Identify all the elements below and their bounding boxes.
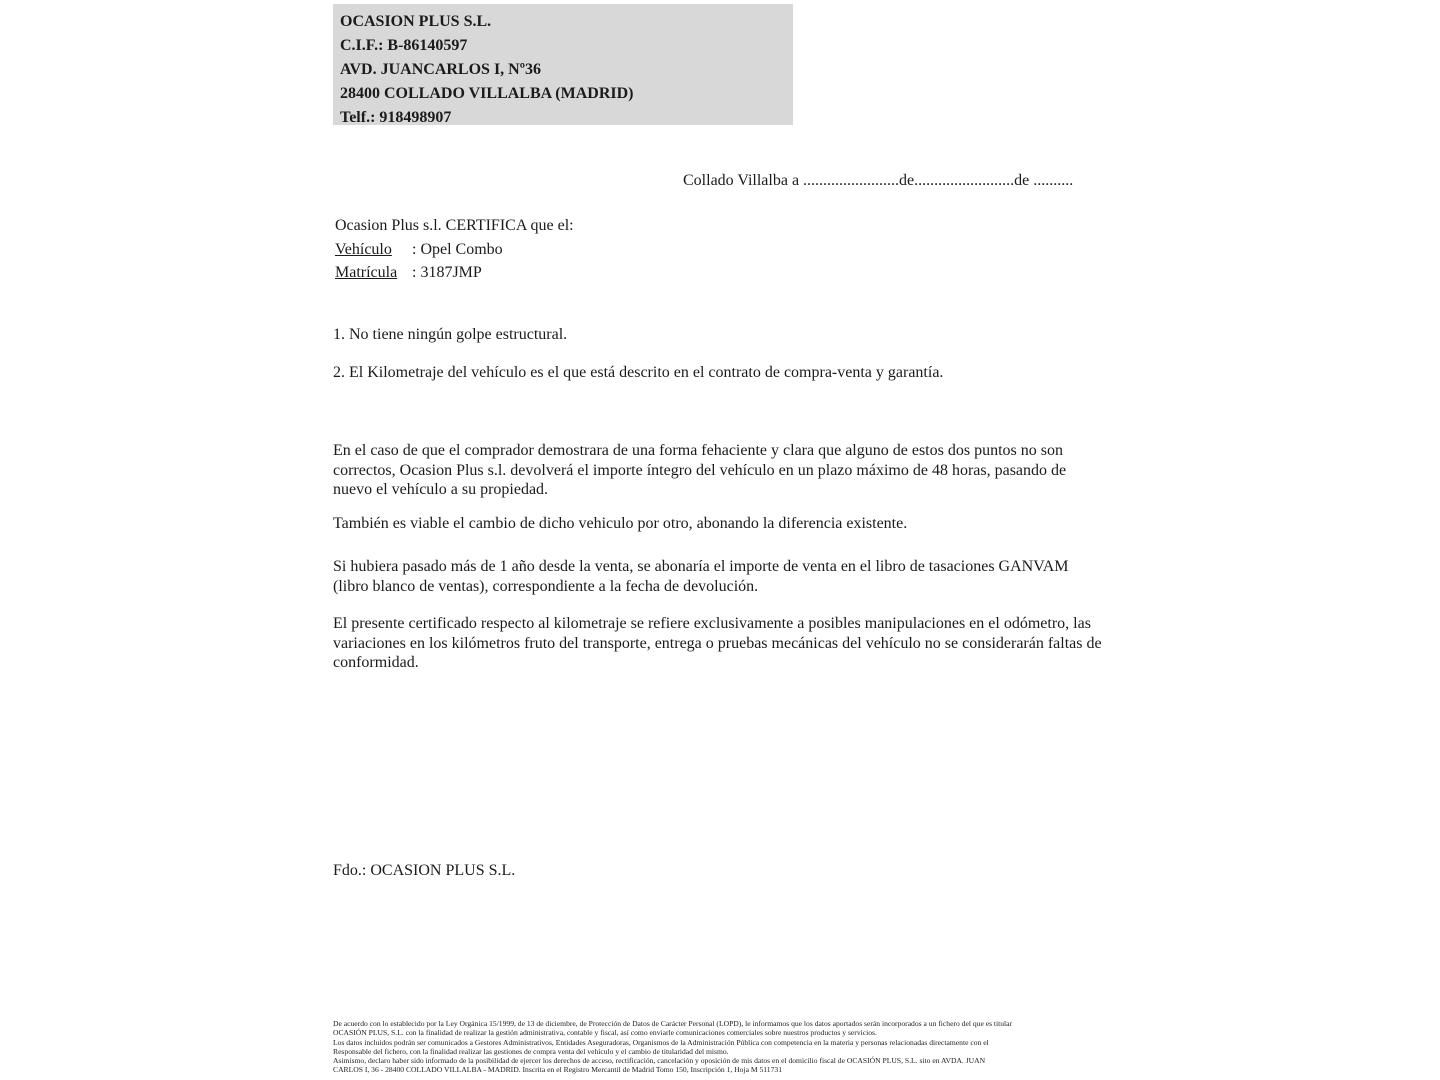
company-city: 28400 COLLADO VILLALBA (MADRID) bbox=[340, 85, 634, 102]
plate-value: : 3187JMP bbox=[412, 264, 482, 281]
company-phone: Telf.: 918498907 bbox=[340, 109, 452, 126]
legal-footer bbox=[333, 1019, 1123, 1075]
vehicle-value: : Opel Combo bbox=[412, 241, 503, 258]
paragraph-ganvam-valuation: Si hubiera pasado más de 1 año desde la venta, se abonaría el importe de venta en el libro de tasaciones GANVAM (libro blanco de ventas), correspondiente a la fecha de devolución. bbox=[333, 558, 1069, 595]
date-line: Collado Villalba a ........................de.........................de .......... bbox=[683, 172, 1074, 189]
legal-line: Responsable del fichero, con la finalidad realizar las gestiones de compra venta del vehículo y el cambio de titularidad del mismo. bbox=[333, 1046, 729, 1056]
legal-line: De acuerdo con lo establecido por la Ley Orgánica 15/1999, de 13 de diciembre, de Protección de Datos de Carácter Personal (LOPD), le informamos que los datos aportados serán incorporados a un fichero del que es titular bbox=[333, 1019, 1013, 1028]
legal-line: CARLOS I, 36 - 28400 COLLADO VILLALBA - MADRID. Inscrita en el Registro Mercantil de Madrid Tomo 150, Inscripción 1, Hoja M 511731 bbox=[333, 1065, 782, 1075]
legal-line: Los datos incluidos podrán ser comunicados a Gestores Administrativos, Entidades Aseguradoras, Organismos de la Administración Pública con competencia en la materia y personas relacionadas directamente con el bbox=[333, 1037, 989, 1047]
company-address: AVD. JUANCARLOS I, Nº36 bbox=[340, 61, 542, 78]
certificate-point-1: 1. No tiene ningún golpe estructural. bbox=[333, 326, 568, 343]
paragraph-odometer-disclaimer: El presente certificado respecto al kilometraje se refiere exclusivamente a posibles manipulaciones en el odómetro, las variaciones en los kilómetros fruto del transporte, entrega o pruebas mecánicas del vehículo no se considerarán faltas de conformidad. bbox=[333, 615, 1102, 671]
signature-line: Fdo.: OCASION PLUS S.L. bbox=[333, 862, 516, 879]
legal-line: OCASIÓN PLUS, S.L. con la finalidad de realizar la gestión administrativa, contable y fiscal, así como enviarle comunicaciones comerciales sobre nuestros productos y servicios. bbox=[333, 1028, 877, 1038]
vehicle-label: Vehículo bbox=[335, 241, 392, 258]
plate-row bbox=[335, 264, 482, 282]
vehicle-row bbox=[335, 241, 503, 259]
company-header-block bbox=[333, 4, 793, 125]
paragraph-exchange-option: También es viable el cambio de dicho vehiculo por otro, abonando la diferencia existente. bbox=[333, 515, 908, 532]
legal-line: Asimismo, declaro haber sido informado de la posibilidad de ejercer los derechos de acceso, rectificación, cancelación y oposición de mis datos en el domicilio fiscal de OCASIÓN PLUS, S.L. sito en AVDA. JUAN bbox=[333, 1056, 986, 1066]
company-name: OCASION PLUS S.L. bbox=[340, 13, 492, 30]
certificate-point-2: 2. El Kilometraje del vehículo es el que está descrito en el contrato de compra-venta y garantía. bbox=[333, 364, 944, 381]
company-cif: C.I.F.: B-86140597 bbox=[340, 37, 468, 54]
paragraph-refund-policy: En el caso de que el comprador demostrara de una forma fehaciente y clara que alguno de estos dos puntos no son correctos, Ocasion Plus s.l. devolverá el importe íntegro del vehículo en un plazo máximo de 48 horas, pasando de nuevo el vehículo a su propiedad. bbox=[333, 442, 1067, 498]
certification-intro: Ocasion Plus s.l. CERTIFICA que el: bbox=[335, 217, 574, 234]
plate-label: Matrícula bbox=[335, 264, 398, 281]
